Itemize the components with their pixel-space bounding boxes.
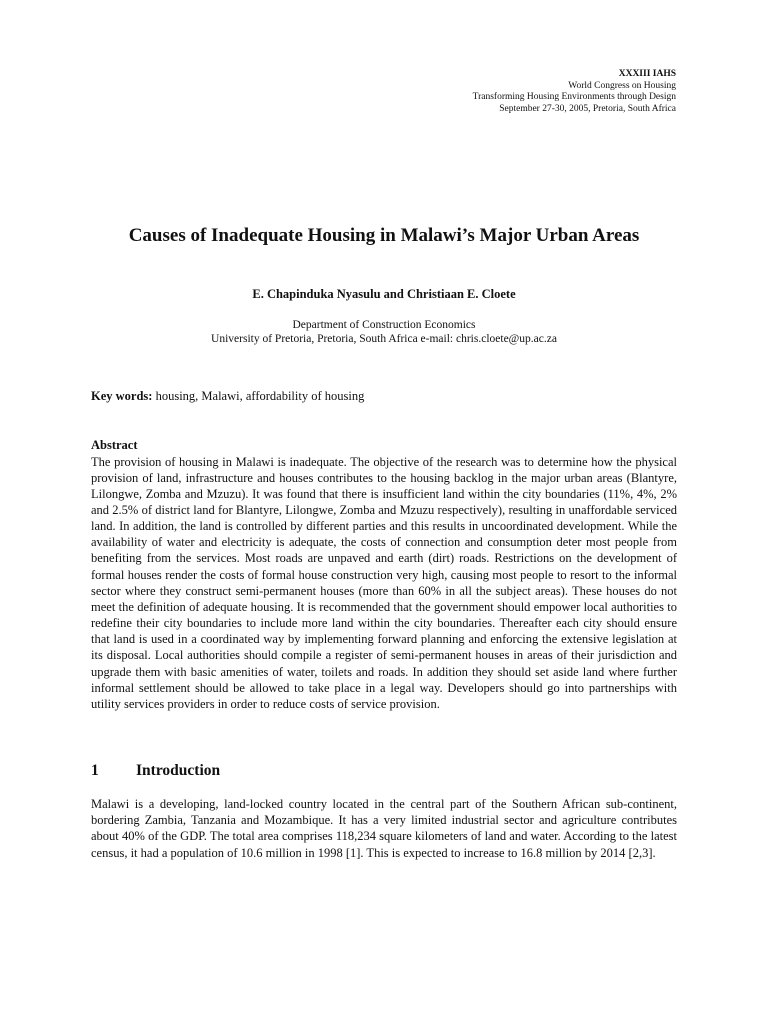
conference-date-location: September 27-30, 2005, Pretoria, South Africa bbox=[499, 104, 676, 115]
conference-header bbox=[473, 69, 676, 116]
conference-name: XXXIII IAHS bbox=[618, 69, 676, 79]
affiliation-university-email: University of Pretoria, Pretoria, South Africa e-mail: chris.cloete@up.ac.za bbox=[211, 333, 557, 345]
abstract-heading: Abstract bbox=[91, 438, 138, 452]
affiliation-department: Department of Construction Economics bbox=[292, 319, 476, 331]
affiliation bbox=[0, 318, 768, 346]
section-number: 1 bbox=[91, 762, 99, 779]
paper-title: Causes of Inadequate Housing in Malawi’s Major Urban Areas bbox=[128, 225, 640, 246]
conference-subtitle: World Congress on Housing bbox=[568, 80, 676, 91]
keywords-text: housing, Malawi, affordability of housing bbox=[152, 389, 365, 403]
paper-authors: E. Chapinduka Nyasulu and Christiaan E. Cloete bbox=[252, 287, 516, 301]
conference-theme: Transforming Housing Environments through Design bbox=[472, 92, 676, 103]
keywords-label: Key words: bbox=[91, 389, 153, 403]
abstract-body: The provision of housing in Malawi is inadequate. The objective of the research was to determine how the physical provision of land, infrastructure and houses contributes to the housing backlog in the major urban areas (Blantyre, Lilongwe, Zomba and Mzuzu). It was found that there is insufficient land within the city boundaries (11%, 4%, 2% and 2.5% of district land for Blantyre, Lilongwe, Zomba and Mzuzu respectively), resulting in unaffordable serviced land. In addition, the land is controlled by different parties and this results in uncoordinated development. While the availability of water and electricity is adequate, the costs of connection and consumption deter most people from benefiting from the services. Most roads are unpaved and earth (dirt) roads. Restrictions on the development of formal houses render the costs of formal house construction very high, causing most people to resort to the informal sector where they construct semi-permanent houses (more than 60% in all the subject areas). These houses do not meet the definition of adequate housing. It is recommended that the government should empower local authorities to redefine their city boundaries to include more land within the city boundaries. Thereafter each city should ensure that land is used in a coordinated way by implementing forward planning and enforcing the extensive legislation at its disposal. Local authorities should compile a register of semi-permanent houses in areas of their jurisdiction and upgrade them with basic amenities of water, toilets and roads. In addition they should set aside land where further informal settlement should be allowed to take place in a legal way. Developers should go into partnerships with utility services providers in order to reduce costs of service provision. bbox=[91, 454, 677, 711]
introduction-paragraph: Malawi is a developing, land-locked country located in the central part of the Southern African sub-continent, bordering Zambia, Tanzania and Mozambique. It has a very limited industrial sector and agriculture contributes about 40% of the GDP. The total area comprises 118,234 square kilometers of land and water. According to the latest census, it had a population of 10.6 million in 1998 [1]. This is expected to increase to 16.8 million by 2014 [2,3]. bbox=[91, 797, 677, 860]
keywords bbox=[91, 389, 364, 404]
section-title: Introduction bbox=[136, 762, 221, 779]
section-heading-introduction bbox=[91, 762, 220, 780]
